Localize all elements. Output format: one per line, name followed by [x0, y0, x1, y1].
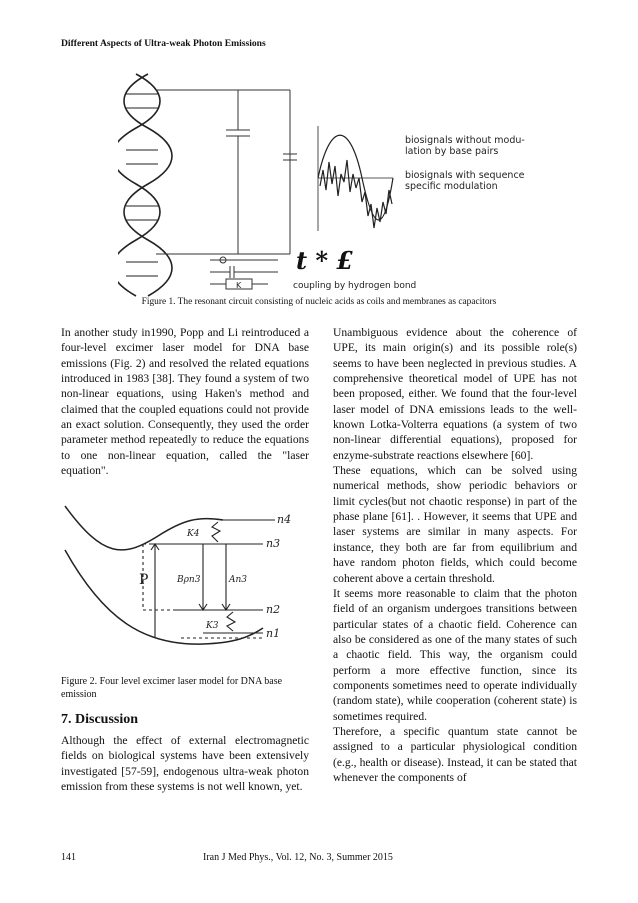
left-column [61, 325, 309, 478]
dna-helix [118, 74, 172, 296]
legend-with-line1: biosignals with sequence [405, 170, 525, 181]
signal-plot [318, 126, 393, 231]
figure-2-caption: Figure 2. Four level excimer laser model for DNA base emission [61, 676, 283, 700]
paragraph-photon-field: It seems more reasonable to claim that the photon field of an organism undergoes transitions between particular states of a chaotic field. Coherence can also be considered as one of the many states of such a chaotic field. This way, the organism could perform a more effective function, since its components sometimes need to operate individually (random state), while cooperation (coherent state) is sometimes required. [333, 586, 577, 723]
label-an3: An3 [229, 575, 248, 585]
k-symbol: K [236, 281, 242, 290]
section-heading-discussion: 7. Discussion [61, 712, 139, 727]
capacitor-circuit [156, 90, 297, 254]
figure-1-resonant-circuit [118, 66, 558, 298]
level-n1: n1 [266, 627, 281, 640]
label-k3: K3 [206, 621, 219, 631]
page-number: 141 [61, 852, 76, 863]
label-bpn3: Bρn3 [177, 575, 201, 585]
legend-with-line2: specific modulation [405, 181, 498, 192]
level-n3: n3 [266, 537, 281, 550]
paragraph-discussion: Although the effect of external electromagnetic fields on biological systems have been extensively investigated [57-59], endogenous ultra-weak photon emission from these systems is not well known, yet. [61, 734, 309, 794]
figure-2-labels [139, 513, 291, 640]
small-circuit-symbols [210, 257, 278, 289]
legend-hydrogen-bond: coupling by hydrogen bond [293, 281, 417, 291]
paragraph-quantum-state: Therefore, a specific quantum state cannot be assigned to a particular physiological condition (e.g., health or disease). Instead, it can be stated that whenever the components of [333, 724, 577, 784]
paragraph-equations: These equations, which can be solved using numerical methods, show periodic behaviors or limit cycles(but not chaotic response) in part of the phase plane [61]. . However, it seems that UPE and laser systems are similar in many aspects. For instance, they both are far from equilibrium and have random photon fields, which could become coherent above a certain threshold. [333, 464, 577, 585]
legend-without-line2: lation by base pairs [405, 146, 499, 157]
legend-without-line1: biosignals without modu- [405, 135, 525, 146]
level-n2: n2 [266, 603, 281, 616]
level-n4: n4 [277, 513, 292, 526]
label-k4: K4 [187, 529, 200, 539]
right-column [333, 325, 577, 785]
figure-1-caption: Figure 1. The resonant circuit consisting of nucleic acids as coils and membranes as capacitors [141, 297, 497, 307]
paragraph-popp-li: In another study in1990, Popp and Li reintroduced a four-level excimer laser model for DNA base emissions (Fig. 2) and resolved the related equations introduced in 1983 [38]. They found a system of two non-linear equations, using Haken's method and claimed that the coupled equations could not provide an exact solution. Consequently, they used the order parameter method repeatedly to reduce the equations to one non-linear equation, called the "laser equation". [61, 326, 309, 478]
journal-citation: Iran J Med Phys., Vol. 12, No. 3, Summer 2015 [203, 852, 393, 863]
formula-t-star-pound: t * £ [296, 246, 354, 275]
paragraph-unambiguous-evidence: Unambiguous evidence about the coherence of UPE, its main origin(s) and its possible role(s) seems to have been neglected in previous studies. A comprehensive theoretical model of UPE has not been proposed, either. We found that the four-level laser model of DNA emissions leads to the well-known Lotka-Volterra equations (a system of two non-linear differential equations), proposed for enzyme-substrate reactions elsewhere [60]. [333, 326, 577, 462]
figure-2-laser-model [63, 498, 303, 648]
figure-1-legend [405, 135, 525, 192]
running-title: Different Aspects of Ultra-weak Photon Emissions [61, 38, 266, 49]
label-pump: P [139, 572, 149, 588]
